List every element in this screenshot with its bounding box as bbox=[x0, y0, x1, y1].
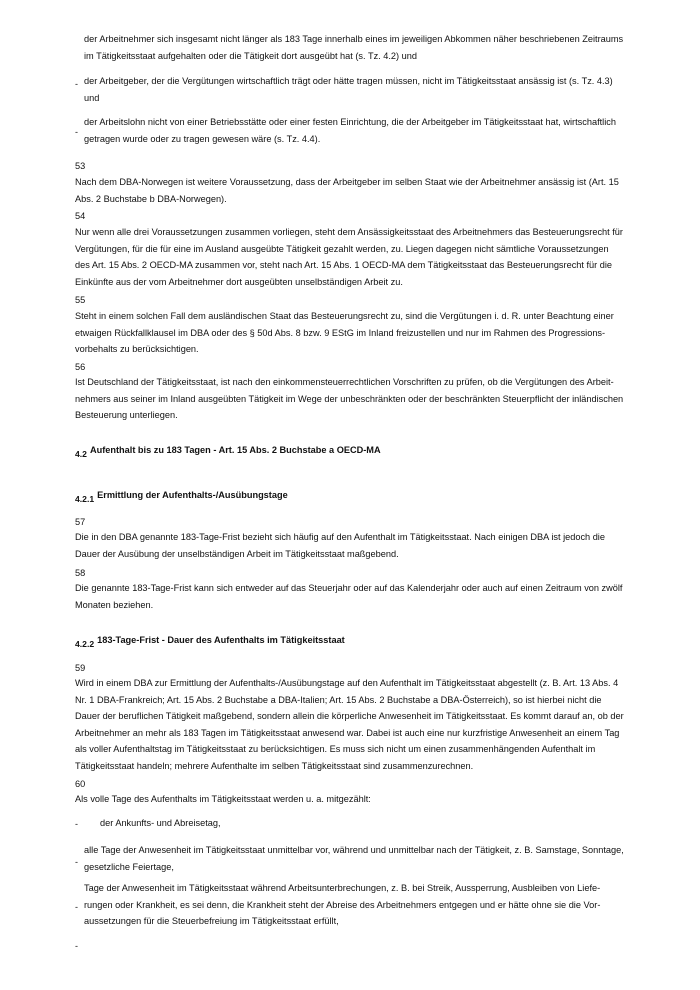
paragraph-number: 54 bbox=[75, 211, 86, 221]
section-title: Ermittlung der Aufenthalts-/Ausübungstage bbox=[97, 490, 288, 500]
paragraph-text: Wird in einem DBA zur Ermittlung der Aufenthalts-/Ausübungstage auf den Aufenthalt im Tätigkeitsstaat abgestellt (z. B. Art. 13 Abs. 4 Nr. 1 DBA-Frankreich; Art. 15 Abs. 2 Buchstabe a DBA-Italien; Art. 15 Abs. 2 Buchstabe a DBA-Österreich), so ist hierbei nicht die Dauer der beruflichen Tätigkeit maßgebend, sondern allein die körperliche Anwesenheit im Tätigkeitsstaat. Es kommt darauf an, ob der Arbeitnehmer an mehr als 183 Tagen im Tätigkeitsstaat anwesend war. Dabei ist auch eine nur kurzfristige Anwesenheit an einem Tag als voller Aufenthaltstag im Tätigkeitsstaat zu berücksichtigen. Es muss sich nicht um einen zusammenhängenden Aufenthalt im Tätigkeitsstaat handeln; mehrere Aufenthalte im selben Tätigkeitsstaat sind zusammenzurechnen. bbox=[75, 678, 624, 771]
paragraph-number: 60 bbox=[75, 779, 86, 789]
bullet-dash: - bbox=[75, 857, 78, 867]
list-item: der Arbeitslohn nicht von einer Betriebsstätte oder einer festen Einrichtung, die der Arbeitgeber im Tätigkeitsstaat hat, wirtschaftlich getragen wurde oder zu tragen gewesen wäre (s. Tz. 4.4). bbox=[84, 117, 616, 144]
paragraph-number: 55 bbox=[75, 295, 86, 305]
paragraph-number: 59 bbox=[75, 663, 86, 673]
list-item: der Ankunfts- und Abreisetag, bbox=[100, 818, 221, 828]
section-number: 4.2.2 bbox=[75, 639, 95, 649]
paragraph-text: Die in den DBA genannte 183-Tage-Frist bezieht sich häufig auf den Aufenthalt im Tätigkeitsstaat. Nach einigen DBA ist jedoch die Dauer der Ausübung der unselbständigen Arbeit im Tätigkeitsstaat maßgebend. bbox=[75, 532, 605, 559]
section-title: 183-Tage-Frist - Dauer des Aufenthalts im Tätigkeitsstaat bbox=[97, 635, 345, 645]
section-title: Aufenthalt bis zu 183 Tagen - Art. 15 Abs. 2 Buchstabe a OECD-MA bbox=[89, 445, 381, 455]
paragraph-number: 58 bbox=[75, 568, 86, 578]
subsection-heading bbox=[75, 485, 288, 503]
list-item: alle Tage der Anwesenheit im Tätigkeitsstaat unmittelbar vor, während und unmittelbar nach der Tätigkeit, z. B. Samstage, Sonntage, gesetzliche Feiertage, bbox=[84, 845, 624, 872]
section-number: 4.2 bbox=[75, 449, 87, 459]
subsection-heading bbox=[75, 630, 345, 648]
paragraph-text: Als volle Tage des Aufenthalts im Tätigkeitsstaat werden u. a. mitgezählt: bbox=[75, 794, 371, 804]
paragraph-text: Nach dem DBA-Norwegen ist weitere Voraussetzung, dass der Arbeitgeber im selben Staat wie der Arbeitnehmer ansässig ist (Art. 15 Abs. 2 Buchstabe b DBA-Norwegen). bbox=[75, 177, 619, 204]
list-item: Tage der Anwesenheit im Tätigkeitsstaat während Arbeitsunterbrechungen, z. B. bei Streik, Aussperrung, Ausbleiben von Lieferungen oder Krankheit, es sei denn, die Krankheit steht der Abreise des Arbeitnehmers entgegen und er hätte ohne sie die Voraussetzungen für die Steuerbefreiung im Tätigkeitsstaat erfüllt, bbox=[84, 883, 601, 926]
bullet-dash: - bbox=[75, 902, 78, 912]
paragraph-number: 53 bbox=[75, 161, 86, 171]
paragraph-text: Die genannte 183-Tage-Frist kann sich entweder auf das Steuerjahr oder auf das Kalenderjahr oder auch auf einen Zeitraum von zwölf Monaten beziehen. bbox=[75, 583, 623, 610]
paragraph-text: Nur wenn alle drei Voraussetzungen zusammen vorliegen, steht dem Ansässigkeitsstaat des Arbeitnehmers das Besteuerungsrecht für Vergütungen, für die für eine im Ausland ausgeübte Tätigkeit gezahlt werden, zu. Liegen dagegen nicht sämtliche Voraussetzungen des Art. 15 Abs. 2 OECD-MA zusammen vor, steht nach Art. 15 Abs. 1 OECD-MA dem Tätigkeitsstaat das Besteuerungsrecht für die Einkünfte aus der vom Arbeitnehmer dort ausgeübten unselbständigen Arbeit zu. bbox=[75, 227, 623, 287]
paragraph-text: Ist Deutschland der Tätigkeitsstaat, ist nach den einkommensteuerrechtlichen Vorschriften zu prüfen, ob die Vergütungen des Arbeitnehmers aus seiner im Inland ausgeübten Tätigkeit im Wege der unbeschränkten oder der beschränkten Steuerpflicht der inländischen Besteuerung unterliegen. bbox=[75, 377, 624, 420]
section-number: 4.2.1 bbox=[75, 494, 95, 504]
bullet-dash: - bbox=[75, 941, 78, 951]
paragraph-number: 56 bbox=[75, 362, 86, 372]
bullet-dash: - bbox=[75, 79, 78, 89]
section-heading bbox=[75, 440, 381, 458]
bullet-dash: - bbox=[75, 819, 78, 829]
paragraph-number: 57 bbox=[75, 517, 86, 527]
paragraph-text: Steht in einem solchen Fall dem ausländischen Staat das Besteuerungsrecht zu, sind die Vergütungen i. d. R. unter Beachtung einer etwaigen Rückfallklausel im DBA oder des § 50d Abs. 8 bzw. 9 EStG im Inland freizustellen und nur im Rahmen des Progressionsvorbehalts zu berücksichtigen. bbox=[75, 311, 614, 354]
list-item: der Arbeitgeber, der die Vergütungen wirtschaftlich trägt oder hätte tragen müssen, nicht im Tätigkeitsstaat ansässig ist (s. Tz. 4.3) und bbox=[84, 76, 613, 103]
list-item: der Arbeitnehmer sich insgesamt nicht länger als 183 Tage innerhalb eines im jeweiligen Abkommen näher beschriebenen Zeitraums im Tätigkeitsstaat aufgehalten oder die Tätigkeit dort ausgeübt hat (s. Tz. 4.2) und bbox=[84, 34, 624, 61]
bullet-dash: - bbox=[75, 127, 78, 137]
